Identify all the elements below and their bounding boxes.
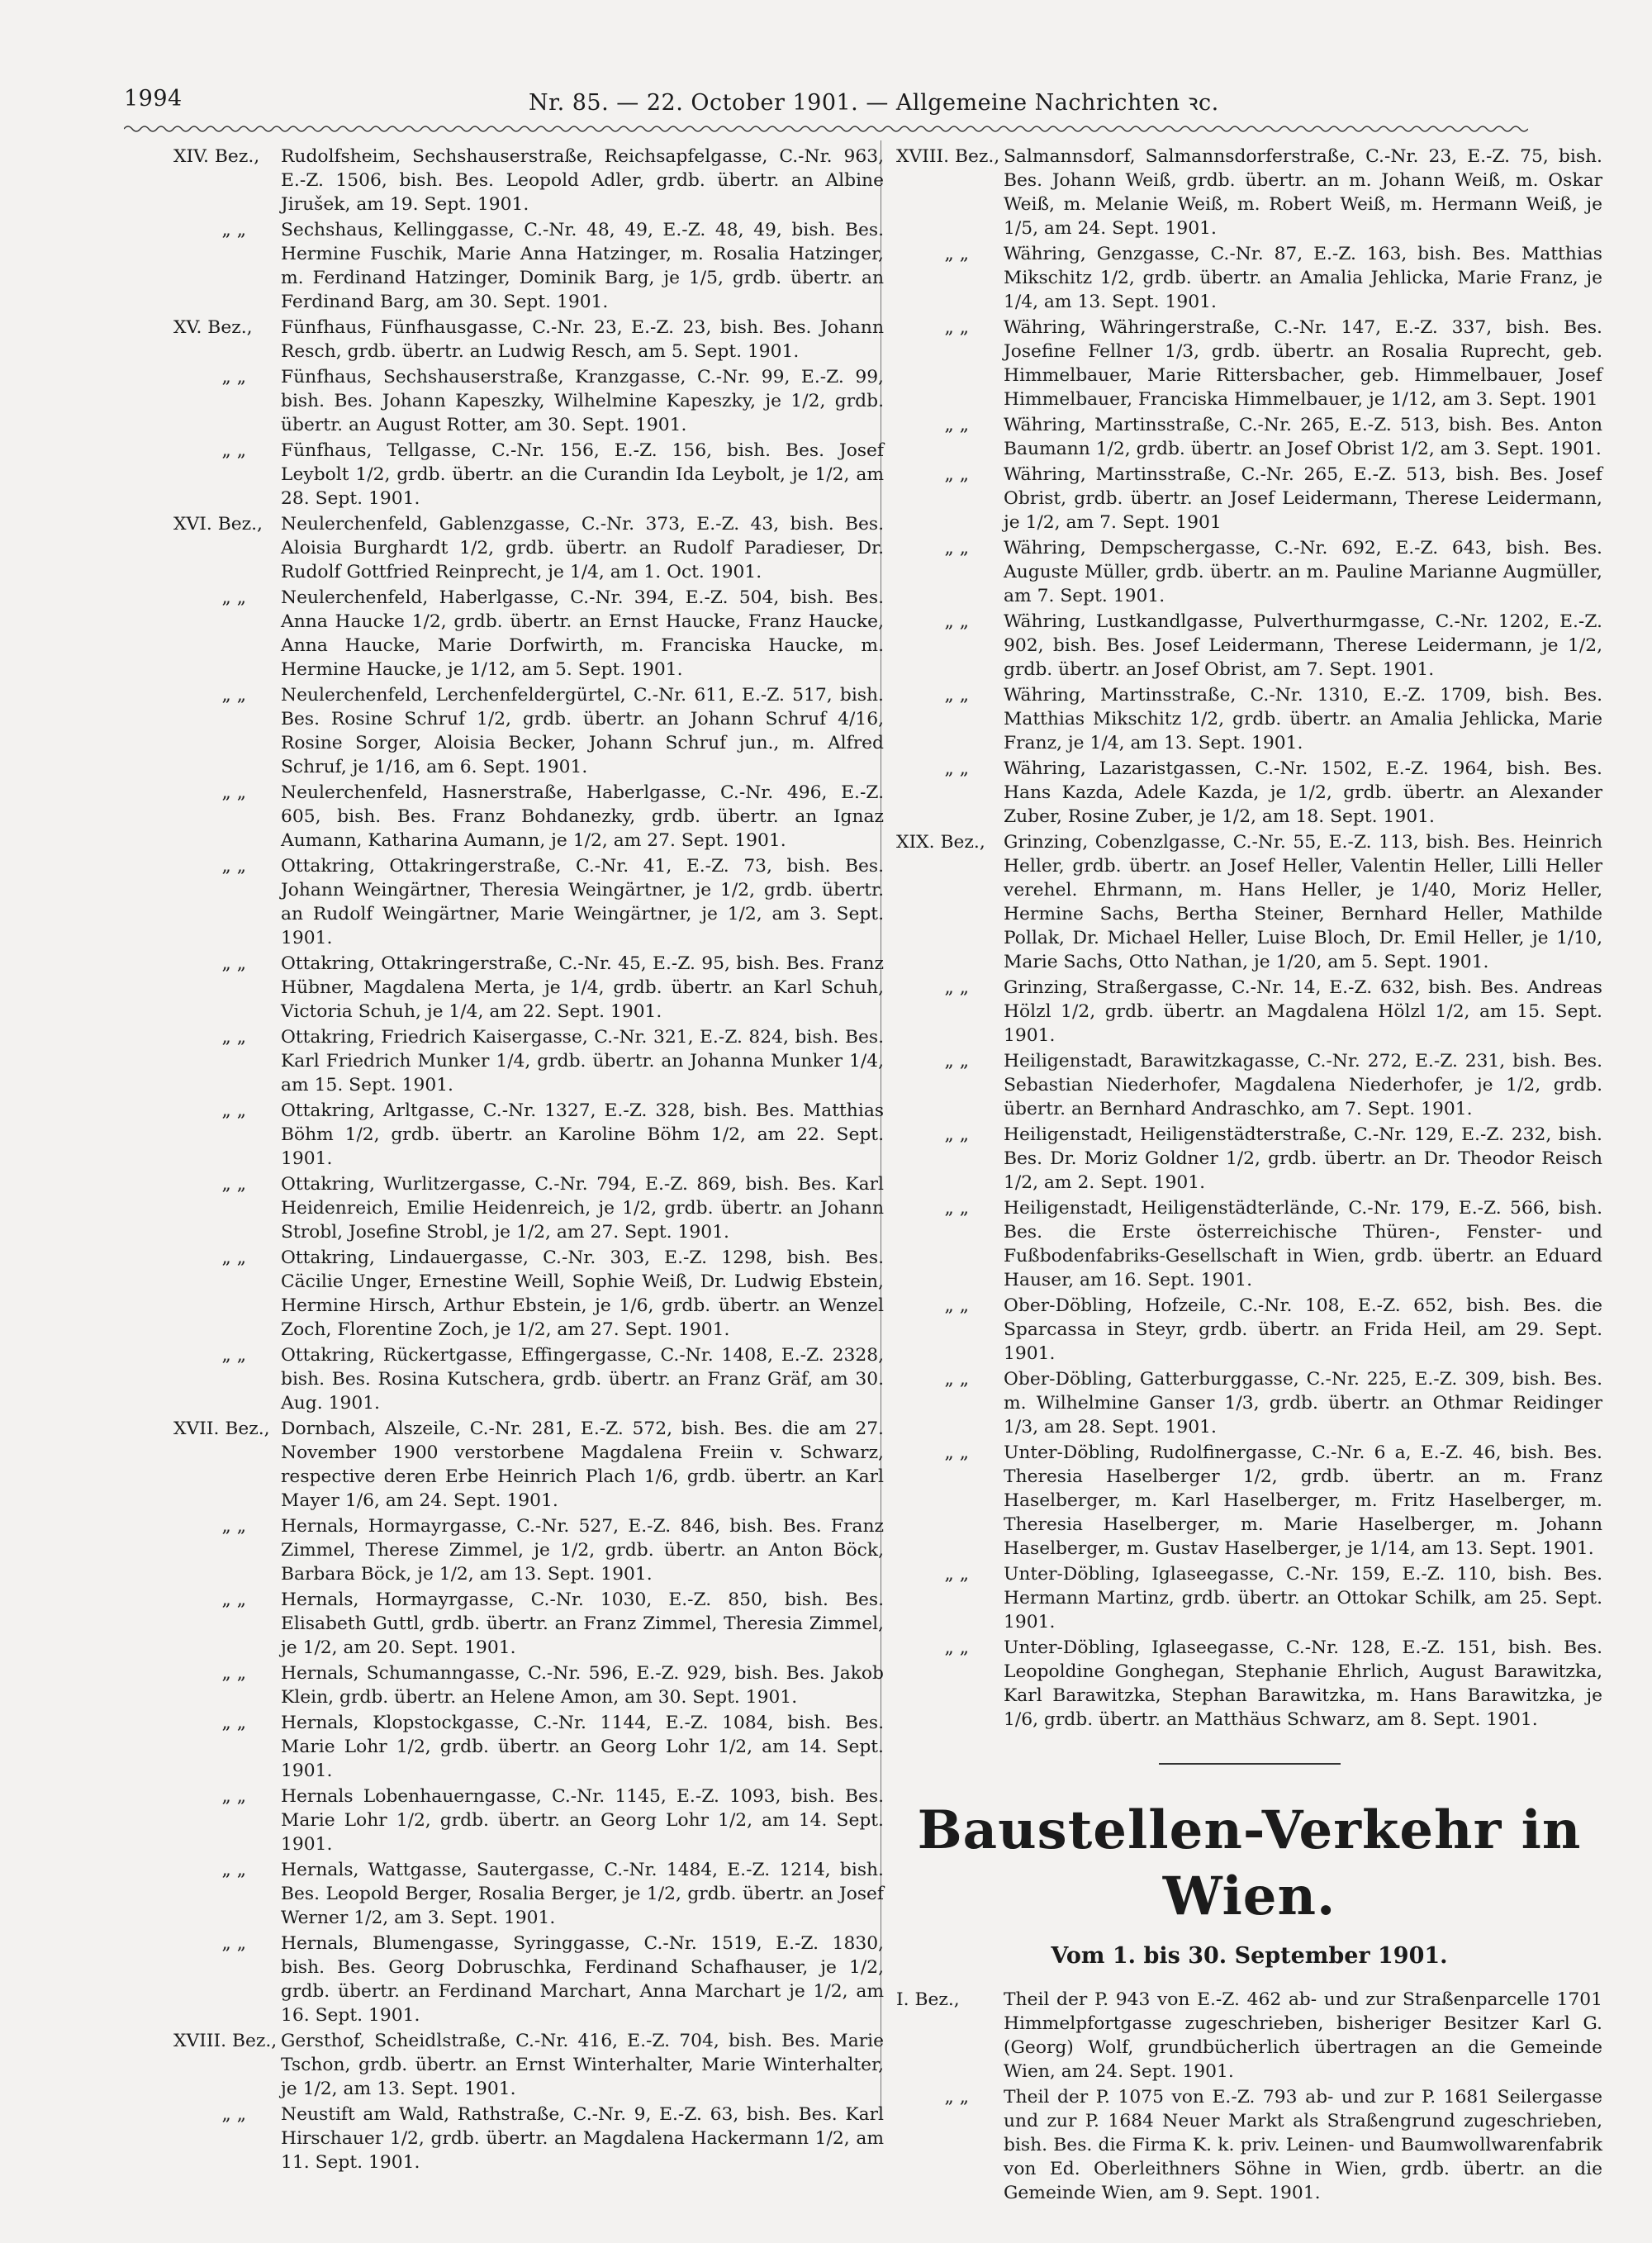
district-label: XV. Bez., <box>173 317 253 338</box>
register-entry <box>173 1025 884 1097</box>
entry-text: Ottakring, Wurlitzergasse, C.-Nr. 794, E.-Z. 869, bish. Bes. Karl Heidenreich, Emilie Heidenreich, je 1/2, grdb. übertr. an Johann Strobl, Josefine Strobl, je 1/2, am 27. Sept. 1901. <box>281 1174 884 1243</box>
register-entry <box>896 145 1602 240</box>
district-label: XVII. Bez., <box>173 1419 270 1439</box>
district-label: „ „ <box>944 758 969 779</box>
entry-text: Hernals, Wattgasse, Sautergasse, C.-Nr. 1484, E.-Z. 1214, bish. Bes. Leopold Berger, Rosalia Berger, je 1/2, grdb. übertr. an Josef Werner 1/2, am 3. Sept. 1901. <box>281 1860 884 1928</box>
section-separator <box>1159 1763 1341 1765</box>
register-entry <box>173 1711 884 1783</box>
entry-text: Hernals, Blumengasse, Syringgasse, C.-Nr. 1519, E.-Z. 1830, bish. Bes. Georg Dobruschka, Ferdinand Schafhauser, je 1/2, grdb. übertr. an Ferdinand Marchart, Anna Marchart je 1/2, am 16. Sept. 1901. <box>281 1933 884 2026</box>
register-entry <box>896 683 1602 755</box>
entry-text: Währing, Genzgasse, C.-Nr. 87, E.-Z. 163, bish. Bes. Matthias Mikschitz 1/2, grdb. übertr. an Amalia Jehlicka, Marie Franz, je 1/4, am 13. Sept. 1901. <box>1004 244 1602 312</box>
register-entry <box>173 1514 884 1586</box>
district-label: „ „ <box>221 367 246 387</box>
entry-text: Währing, Lustkandlgasse, Pulverthurmgasse, C.-Nr. 1202, E.-Z. 902, bish. Bes. Josef Leidermann, Therese Leidermann, je 1/2, grdb. übertr. an Josef Obrist, am 7. Sept. 1901. <box>1004 611 1602 680</box>
right-column <box>896 145 1602 2207</box>
entry-text: Rudolfsheim, Sechshauserstraße, Reichsapfelgasse, C.-Nr. 963, E.-Z. 1506, bish. Bes. Leopold Adler, grdb. übertr. an Albine Jirušek, am 19. Sept. 1901. <box>281 146 884 215</box>
district-label: „ „ <box>221 587 246 608</box>
entry-text: Währing, Martinsstraße, C.-Nr. 265, E.-Z. 513, bish. Bes. Anton Baumann 1/2, grdb. übertr. an Josef Obrist 1/2, am 3. Sept. 1901. <box>1004 415 1602 459</box>
entry-text: Währing, Dempschergasse, C.-Nr. 692, E.-Z. 643, bish. Bes. Auguste Müller, grdb. übertr. an m. Pauline Marianne Augmüller, am 7. Sept. 1901. <box>1004 538 1602 606</box>
entry-text: Hernals Lobenhauerngasse, C.-Nr. 1145, E.-Z. 1093, bish. Bes. Marie Lohr 1/2, grdb. übertr. an Georg Lohr 1/2, am 14. Sept. 1901. <box>281 1786 884 1855</box>
register-entry <box>173 1588 884 1660</box>
header-wavy-rule <box>124 124 1528 134</box>
district-label: „ „ <box>944 464 969 485</box>
entry-text: Währing, Währingerstraße, C.-Nr. 147, E.-Z. 337, bish. Bes. Josefine Fellner 1/3, grdb. übertr. an Rosalia Ruprecht, geb. Himmelbauer, Marie Rittersbacher, geb. Himmelbauer, Josef Himmelbauer, Franciska Himmelbauer, je 1/12, am 3. Sept. 1901 <box>1004 317 1602 410</box>
district-label: „ „ <box>221 685 246 706</box>
entry-text: Neulerchenfeld, Gablenzgasse, C.-Nr. 373, E.-Z. 43, bish. Bes. Aloisia Burghardt 1/2, grdb. übertr. an Rudolf Paradieser, Dr. Rudolf Gottfried Reinprecht, je 1/4, am 1. Oct. 1901. <box>281 514 884 582</box>
register-entry <box>173 512 884 584</box>
district-label: „ „ <box>221 1933 246 1954</box>
district-label: I. Bez., <box>896 1989 960 2010</box>
register-entry <box>896 1196 1602 1292</box>
register-entry <box>173 2029 884 2101</box>
district-label: „ „ <box>221 1860 246 1880</box>
register-entry <box>173 854 884 950</box>
register-entry <box>896 757 1602 829</box>
district-label: „ „ <box>944 611 969 632</box>
entry-text: Ottakring, Friedrich Kaisergasse, C.-Nr. 321, E.-Z. 824, bish. Bes. Karl Friedrich Munker 1/4, grdb. übertr. an Johanna Munker 1/4, am 15. Sept. 1901. <box>281 1027 884 1095</box>
entry-text: Dornbach, Alszeile, C.-Nr. 281, E.-Z. 572, bish. Bes. die am 27. November 1900 verstorbene Magdalena Freiin v. Schwarz, respective deren Erbe Heinrich Plach 1/6, grdb. übertr. an Karl Mayer 1/6, am 24. Sept. 1901. <box>281 1419 884 1511</box>
entry-text: Ottakring, Lindauergasse, C.-Nr. 303, E.-Z. 1298, bish. Bes. Cäcilie Unger, Ernestine Weill, Sophie Weiß, Dr. Ludwig Ebstein, Hermine Hirsch, Arthur Ebstein, je 1/6, grdb. übertr. an Wenzel Zoch, Florentine Zoch, je 1/2, am 27. Sept. 1901. <box>281 1247 884 1340</box>
entry-text: Neulerchenfeld, Hasnerstraße, Haberlgasse, C.-Nr. 496, E.-Z. 605, bish. Bes. Franz Bohdanezky, grdb. übertr. an Ignaz Aumann, Katharina Aumann, je 1/2, am 27. Sept. 1901. <box>281 782 884 851</box>
entry-text: Unter-Döbling, Iglaseegasse, C.-Nr. 159, E.-Z. 110, bish. Bes. Hermann Martinz, grdb. übertr. an Ottokar Schilk, am 25. Sept. 1901. <box>1004 1564 1602 1632</box>
entry-text: Neulerchenfeld, Haberlgasse, C.-Nr. 394, E.-Z. 504, bish. Bes. Anna Haucke 1/2, grdb. übertr. an Ernst Haucke, Franz Haucke, Anna Haucke, Marie Dorfwirth, m. Franciska Haucke, m. Hermine Haucke, je 1/12, am 5. Sept. 1901. <box>281 587 884 680</box>
register-entry <box>896 413 1602 461</box>
district-label: XIV. Bez., <box>173 146 260 167</box>
entry-text: Sechshaus, Kellinggasse, C.-Nr. 48, 49, E.-Z. 48, 49, bish. Bes. Hermine Fuschik, Marie Anna Hatzinger, m. Rosalia Hatzinger, m. Ferdinand Hatzinger, Dominik Barg, je 1/5, grdb. übertr. an Ferdinand Barg, am 30. Sept. 1901. <box>281 220 884 312</box>
section-title: Baustellen-Verkehr in Wien. <box>917 1799 1582 1927</box>
district-label: „ „ <box>221 953 246 974</box>
register-entry <box>896 1441 1602 1561</box>
district-label: „ „ <box>944 2087 969 2108</box>
district-label: „ „ <box>944 977 969 998</box>
register-entry <box>173 586 884 682</box>
register-entry <box>173 2103 884 2174</box>
register-entry <box>896 1294 1602 1366</box>
entry-text: Ottakring, Ottakringerstraße, C.-Nr. 45, E.-Z. 95, bish. Bes. Franz Hübner, Magdalena Merta, je 1/4, grdb. übertr. an Karl Schuh, Victoria Schuh, je 1/4, am 22. Sept. 1901. <box>281 953 884 1022</box>
entry-text: Salmannsdorf, Salmannsdorferstraße, C.-Nr. 23, E.-Z. 75, bish. Bes. Johann Weiß, grdb. übertr. an m. Johann Weiß, m. Oskar Weiß, m. Melanie Weiß, m. Robert Weiß, m. Hermann Weiß, je 1/5, am 24. Sept. 1901. <box>1004 146 1602 239</box>
district-label: „ „ <box>944 317 969 338</box>
section-entries <box>896 1988 1602 2205</box>
district-label: XIX. Bez., <box>896 832 985 853</box>
register-entry <box>173 316 884 364</box>
entry-text: Ober-Döbling, Gatterburggasse, C.-Nr. 225, E.-Z. 309, bish. Bes. m. Wilhelmine Ganser 1/3, grdb. übertr. an Othmar Reidinger 1/3, am 28. Sept. 1901. <box>1004 1369 1602 1438</box>
page-number: 1994 <box>124 86 183 112</box>
register-entry <box>896 1367 1602 1439</box>
register-entry <box>896 1636 1602 1732</box>
register-entry <box>896 463 1602 535</box>
district-label: „ „ <box>944 685 969 706</box>
entry-text: Hernals, Schumanngasse, C.-Nr. 596, E.-Z. 929, bish. Bes. Jakob Klein, grdb. übertr. an Helene Amon, am 30. Sept. 1901. <box>281 1663 884 1708</box>
register-entry <box>896 610 1602 682</box>
district-label: „ „ <box>221 1786 246 1807</box>
section-subtitle: Vom 1. bis 30. September 1901. <box>1051 1943 1448 1969</box>
district-label: „ „ <box>221 856 246 877</box>
register-entry <box>896 242 1602 314</box>
register-entry <box>896 536 1602 608</box>
entry-text: Gersthof, Scheidlstraße, C.-Nr. 416, E.-Z. 704, bish. Bes. Marie Tschon, grdb. übertr. an Ernst Winterhalter, Marie Winterhalter, je 1/2, am 13. Sept. 1901. <box>281 2031 884 2099</box>
entry-text: Unter-Döbling, Rudolfinergasse, C.-Nr. 6 a, E.-Z. 46, bish. Bes. Theresia Haselberger 1/2, grdb. übertr. an m. Franz Haselberger, m. Karl Haselberger, m. Fritz Haselberger, m. Theresia Haselberger, m. Marie Haselberger, m. Johann Haselberger, m. Gustav Haselberger, je 1/14, am 13. Sept. 1901. <box>1004 1442 1602 1559</box>
register-entry <box>173 218 884 314</box>
register-entry <box>173 683 884 779</box>
district-label: „ „ <box>221 1345 246 1366</box>
district-label: „ „ <box>221 1027 246 1048</box>
register-entry <box>896 976 1602 1048</box>
district-label: „ „ <box>221 1247 246 1268</box>
district-label: „ „ <box>944 1369 969 1390</box>
entry-text: Heiligenstadt, Heiligenstädterstraße, C.-Nr. 129, E.-Z. 232, bish. Bes. Dr. Moriz Goldner 1/2, grdb. übertr. an Dr. Theodor Reisch 1/2, am 2. Sept. 1901. <box>1004 1124 1602 1193</box>
district-label: „ „ <box>944 1051 969 1072</box>
district-label: „ „ <box>221 1100 246 1121</box>
district-label: „ „ <box>221 1713 246 1733</box>
district-label: „ „ <box>944 538 969 558</box>
district-label: „ „ <box>944 1442 969 1463</box>
entry-text: Währing, Martinsstraße, C.-Nr. 265, E.-Z. 513, bish. Bes. Josef Obrist, grdb. übertr. an Josef Leidermann, Therese Leidermann, je 1/2, am 7. Sept. 1901 <box>1004 464 1602 533</box>
district-label: „ „ <box>221 1590 246 1610</box>
register-entry <box>896 1988 1602 2084</box>
register-entry <box>896 830 1602 974</box>
register-entry <box>173 1343 884 1415</box>
entry-text: Hernals, Klopstockgasse, C.-Nr. 1144, E.-Z. 1084, bish. Bes. Marie Lohr 1/2, grdb. übertr. an Georg Lohr 1/2, am 14. Sept. 1901. <box>281 1713 884 1781</box>
district-label: „ „ <box>944 244 969 264</box>
entry-text: Heiligenstadt, Barawitzkagasse, C.-Nr. 272, E.-Z. 231, bish. Bes. Sebastian Niederhofer, Magdalena Niederhofer, je 1/2, grdb. übertr. an Bernhard Andraschko, am 7. Sept. 1901. <box>1004 1051 1602 1119</box>
register-entry <box>173 781 884 853</box>
register-entry <box>173 439 884 511</box>
entry-text: Ottakring, Rückertgasse, Effingergasse, C.-Nr. 1408, E.-Z. 2328, bish. Bes. Rosina Kutschera, grdb. übertr. an Franz Gräf, am 30. Aug. 1901. <box>281 1345 884 1414</box>
district-label: „ „ <box>944 1564 969 1585</box>
register-entry <box>896 1049 1602 1121</box>
district-label: XVIII. Bez., <box>173 2031 278 2051</box>
entry-text: Neulerchenfeld, Lerchenfeldergürtel, C.-Nr. 611, E.-Z. 517, bish. Bes. Rosine Schruf 1/2, grdb. übertr. an Johann Schruf 4/16, Rosine Sorger, Aloisia Becker, Johann Schruf jun., m. Alfred Schruf, je 1/16, am 6. Sept. 1901. <box>281 685 884 777</box>
entry-text: Hernals, Hormayrgasse, C.-Nr. 527, E.-Z. 846, bish. Bes. Franz Zimmel, Therese Zimmel, je 1/2, grdb. übertr. an Anton Böck, Barbara Böck, je 1/2, am 13. Sept. 1901. <box>281 1516 884 1585</box>
district-label: „ „ <box>221 1516 246 1537</box>
entry-text: Ottakring, Ottakringerstraße, C.-Nr. 41, E.-Z. 73, bish. Bes. Johann Weingärtner, Theresia Weingärtner, je 1/2, grdb. übertr. an Rudolf Weingärtner, Marie Weingärtner, je 1/2, am 3. Sept. 1901. <box>281 856 884 948</box>
district-label: „ „ <box>221 782 246 803</box>
register-entry <box>173 1858 884 1930</box>
entry-text: Theil der P. 1075 von E.-Z. 793 ab- und zur P. 1681 Seilergasse und zur P. 1684 Neuer Markt als Straßengrund zugeschrieben, bish. Bes. die Firma K. k. priv. Leinen- und Baumwollwarenfabrik von Ed. Oberleithners Söhne in Wien, grdb. übertr. an die Gemeinde Wien, am 9. Sept. 1901. <box>1004 2087 1602 2203</box>
district-label: „ „ <box>221 2104 246 2125</box>
entry-text: Fünfhaus, Tellgasse, C.-Nr. 156, E.-Z. 156, bish. Bes. Josef Leybolt 1/2, grdb. übertr. an die Curandin Ida Leybolt, je 1/2, am 28. Sept. 1901. <box>281 440 884 509</box>
register-entry <box>173 1932 884 2027</box>
entry-text: Fünfhaus, Sechshauserstraße, Kranzgasse, C.-Nr. 99, E.-Z. 99, bish. Bes. Johann Kapeszky, Wilhelmine Kapeszky, je 1/2, grdb. übertr. an August Rotter, am 30. Sept. 1901. <box>281 367 884 435</box>
district-label: „ „ <box>221 1663 246 1684</box>
entry-text: Hernals, Hormayrgasse, C.-Nr. 1030, E.-Z. 850, bish. Bes. Elisabeth Guttl, grdb. übertr. an Franz Zimmel, Theresia Zimmel, je 1/2, am 20. Sept. 1901. <box>281 1590 884 1658</box>
entry-text: Unter-Döbling, Iglaseegasse, C.-Nr. 128, E.-Z. 151, bish. Bes. Leopoldine Gonghegan, Stephanie Ehrlich, August Barawitzka, Karl Barawitzka, Stephan Barawitzka, m. Hans Barawitzka, je 1/6, grdb. übertr. an Matthäus Schwarz, am 8. Sept. 1901. <box>1004 1637 1602 1730</box>
register-entry <box>896 2085 1602 2205</box>
entry-text: Ober-Döbling, Hofzeile, C.-Nr. 108, E.-Z. 652, bish. Bes. die Sparcassa in Steyr, grdb. übertr. an Frida Heil, am 29. Sept. 1901. <box>1004 1295 1602 1364</box>
district-label: „ „ <box>944 1198 969 1219</box>
register-entry <box>173 1099 884 1171</box>
register-entry <box>173 952 884 1024</box>
register-entry <box>896 1562 1602 1634</box>
left-column <box>173 145 884 2176</box>
right-column-entries <box>896 145 1602 1732</box>
register-entry <box>173 365 884 437</box>
entry-text: Heiligenstadt, Heiligenstädterlände, C.-Nr. 179, E.-Z. 566, bish. Bes. die Erste österreichische Thüren-, Fenster- und Fußbodenfabriks-Gesellschaft in Wien, grdb. übertr. an Eduard Hauser, am 16. Sept. 1901. <box>1004 1198 1602 1290</box>
district-label: „ „ <box>221 220 246 240</box>
register-entry <box>173 1661 884 1709</box>
entry-text: Währing, Lazaristgassen, C.-Nr. 1502, E.-Z. 1964, bish. Bes. Hans Kazda, Adele Kazda, je 1/2, grdb. übertr. an Alexander Zuber, Rosine Zuber, je 1/2, am 18. Sept. 1901. <box>1004 758 1602 827</box>
entry-text: Grinzing, Straßergasse, C.-Nr. 14, E.-Z. 632, bish. Bes. Andreas Hölzl 1/2, grdb. übertr. an Magdalena Hölzl 1/2, am 15. Sept. 1901. <box>1004 977 1602 1046</box>
district-label: „ „ <box>221 1174 246 1195</box>
register-entry <box>173 145 884 216</box>
entry-text: Fünfhaus, Fünfhausgasse, C.-Nr. 23, E.-Z. 23, bish. Bes. Johann Resch, grdb. übertr. an Ludwig Resch, am 5. Sept. 1901. <box>281 317 884 362</box>
district-label: „ „ <box>944 1637 969 1658</box>
register-entry <box>896 316 1602 411</box>
district-label: „ „ <box>944 1124 969 1145</box>
entry-text: Grinzing, Cobenzlgasse, C.-Nr. 55, E.-Z. 113, bish. Bes. Heinrich Heller, grdb. übertr. an Josef Heller, Valentin Heller, Lilli Heller verehel. Ehrmann, m. Hans Heller, je 1/40, Moriz Heller, Hermine Sachs, Bertha Steiner, Bernhard Heller, Mathilde Pollak, Dr. Michael Heller, Luise Bloch, Dr. Emil Heller, je 1/10, Marie Sachs, Otto Nathan, je 1/20, am 5. Sept. 1901. <box>1004 832 1602 972</box>
running-title: Nr. 85. — 22. October 1901. — Allgemeine Nachrichten ꝛc. <box>529 90 1219 116</box>
entry-text: Theil der P. 943 von E.-Z. 462 ab- und zur Straßenparcelle 1701 Himmelpfortgasse zugeschrieben, bisheriger Besitzer Karl G. (Georg) Wolf, grundbücherlich übertragen an die Gemeinde Wien, am 24. Sept. 1901. <box>1004 1989 1602 2082</box>
register-entry <box>173 1172 884 1244</box>
register-entry <box>173 1784 884 1856</box>
district-label: XVIII. Bez., <box>896 146 1000 167</box>
register-entry <box>173 1246 884 1342</box>
entry-text: Ottakring, Arltgasse, C.-Nr. 1327, E.-Z. 328, bish. Bes. Matthias Böhm 1/2, grdb. übertr. an Karoline Böhm 1/2, am 22. Sept. 1901. <box>281 1100 884 1169</box>
entry-text: Währing, Martinsstraße, C.-Nr. 1310, E.-Z. 1709, bish. Bes. Matthias Mikschitz 1/2, grdb. übertr. an Amalia Jehlicka, Marie Franz, je 1/4, am 13. Sept. 1901. <box>1004 685 1602 753</box>
district-label: „ „ <box>221 440 246 461</box>
district-label: XVI. Bez., <box>173 514 263 535</box>
district-label: „ „ <box>944 1295 969 1316</box>
entry-text: Neustift am Wald, Rathstraße, C.-Nr. 9, E.-Z. 63, bish. Bes. Karl Hirschauer 1/2, grdb. übertr. an Magdalena Hackermann 1/2, am 11. Sept. 1901. <box>281 2104 884 2173</box>
register-entry <box>173 1417 884 1513</box>
page-header <box>124 79 1528 121</box>
district-label: „ „ <box>944 415 969 435</box>
register-entry <box>896 1123 1602 1195</box>
